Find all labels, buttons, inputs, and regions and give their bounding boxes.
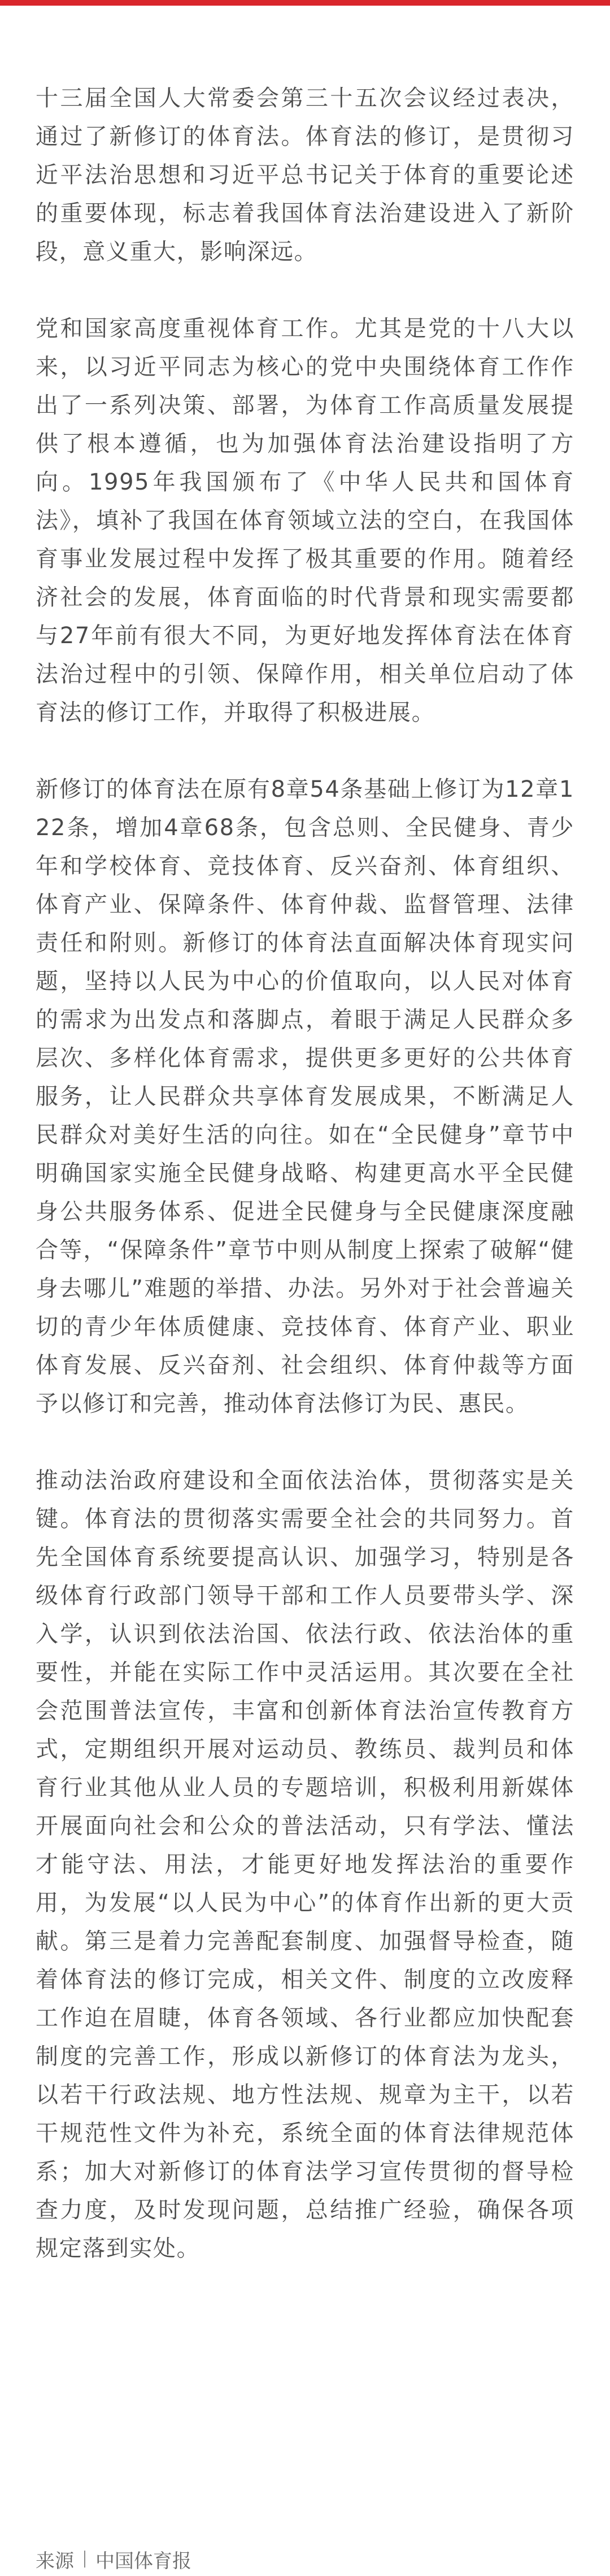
article-paragraph-3: 新修订的体育法在原有8章54条基础上修订为12章122条，增加4章68条，包含总则、全民健身、青少年和学校体育、竞技体育、反兴奋剂、体育组织、体育产业、保障条件、体育仲裁、监督管理、法律责任和附则。新修订的体育法直面解决体育现实问题，坚持以人民为中心的价值取向，以人民对体育的需求为出发点和落脚点，着眼于满足人民群众多层次、多样化体育需求，提供更多更好的公共体育服务，让人民群众共享体育发展成果，不断满足人民群众对美好生活的向往。如在“全民健身”章节中明确国家实施全民健身战略、构建更高水平全民健身公共服务体系、促进全民健身与全民健康深度融合等，“保障条件”章节中则从制度上探索了破解“健身去哪儿”难题的举措、办法。另外对于社会普遍关切的青少年体质健康、竞技体育、体育产业、职业体育发展、反兴奋剂、社会组织、体育仲裁等方面予以修订和完善，推动体育法修订为民、惠民。 bbox=[36, 776, 574, 1417]
source-name: 中国体育报 bbox=[95, 2549, 191, 2573]
top-accent-bar bbox=[0, 0, 610, 6]
article-paragraph-2: 党和国家高度重视体育工作。尤其是党的十八大以来，以习近平同志为核心的党中央围绕体育工作作出了一系列决策、部署，为体育工作高质量发展提供了根本遵循，也为加强体育法治建设指明了方向。1995年我国颁布了《中华人民共和国体育法》，填补了我国在体育领域立法的空白，在我国体育事业发展过程中发挥了极其重要的作用。随着经济社会的发展，体育面临的时代背景和现实需要都与27年前有很大不同，为更好地发挥体育法在体育法治过程中的引领、保障作用，相关单位启动了体育法的修订工作，并取得了积极进展。 bbox=[36, 316, 574, 726]
source-label: 来源 bbox=[36, 2549, 74, 2573]
source-divider bbox=[84, 2551, 85, 2568]
article-paragraph-4: 推动法治政府建设和全面依法治体，贯彻落实是关键。体育法的贯彻落实需要全社会的共同努力。首先全国体育系统要提高认识、加强学习，特别是各级体育行政部门领导干部和工作人员要带头学、深入学，认识到依法治国、依法行政、依法治体的重要性，并能在实际工作中灵活运用。其次要在全社会范围普法宣传，丰富和创新体育法治宣传教育方式，定期组织开展对运动员、教练员、裁判员和体育行业其他从业人员的专题培训，积极利用新媒体开展面向社会和公众的普法活动，只有学法、懂法才能守法、用法，才能更好地发挥法治的重要作用，为发展“以人民为中心”的体育作出新的更大贡献。第三是着力完善配套制度、加强督导检查，随着体育法的修订完成，相关文件、制度的立改废释工作迫在眉睫，体育各领域、各行业都应加快配套制度的完善工作，形成以新修订的体育法为龙头，以若干行政法规、地方性法规、规章为主干，以若干规范性文件为补充，系统全面的体育法律规范体系；加大对新修订的体育法学习宣传贯彻的督导检查力度，及时发现问题，总结推广经验，确保各项规定落到实处。 bbox=[36, 1468, 574, 2261]
source-footer bbox=[36, 2548, 191, 2573]
article-paragraph-1: 十三届全国人大常委会第三十五次会议经过表决，通过了新修订的体育法。体育法的修订，是贯彻习近平法治思想和习近平总书记关于体育的重要论述的重要体现，标志着我国体育法治建设进入了新阶段，意义重大，影响深远。 bbox=[36, 85, 574, 265]
article-body bbox=[36, 79, 574, 2306]
